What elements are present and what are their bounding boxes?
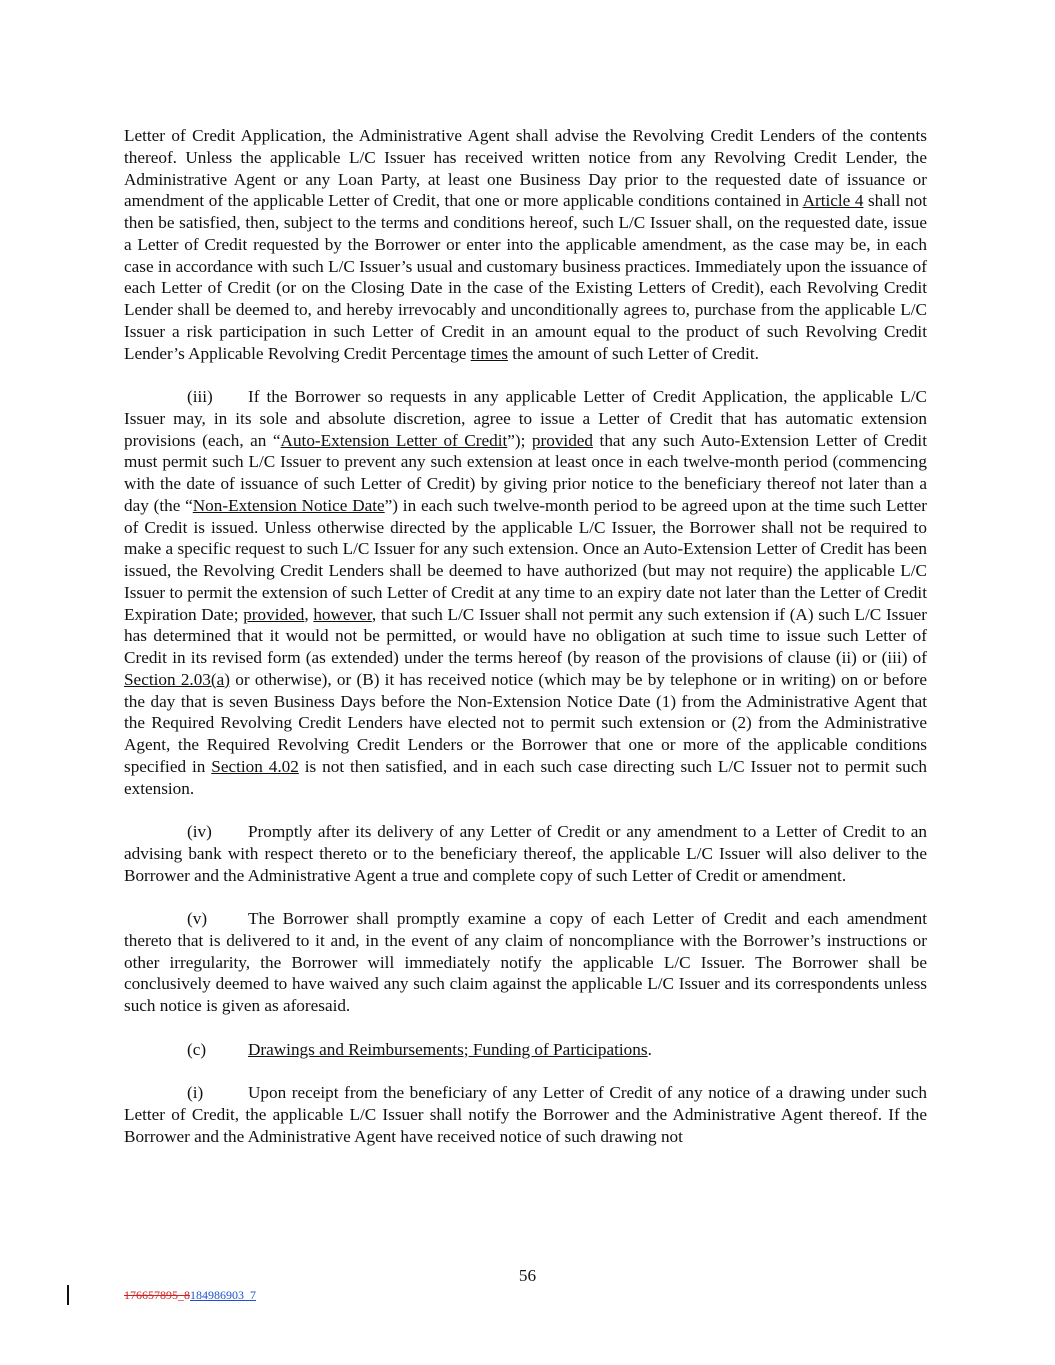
paragraph-continuation: Letter of Credit Application, the Administrative Agent shall advise the Revolving Credit Lenders of the contents thereof. Unless the applicable L/C Issuer has received written notice from any Revolving Credit Lender, the Administrative Agent or any Loan Party, at least one Business Day prior to the requested date of issuance or amendment of the applicable Letter of Credit, that one or more applicable conditions contained in Article 4 shall not then be satisfied, then, subject to the terms and conditions hereof, such L/C Issuer shall, on the requested date, issue a Letter of Credit requested by the Borrower or enter into the applicable amendment, as the case may be, in each case in accordance with such L/C Issuer’s usual and customary business practices. Immediately upon the issuance of each Letter of Credit (or on the Closing Date in the case of the Existing Letters of Credit), each Revolving Credit Lender shall be deemed to, and hereby irrevocably and unconditionally agrees to, purchase from the applicable L/C Issuer a risk participation in such Letter of Credit in an amount equal to the product of such Revolving Credit Lender’s Applicable Revolving Credit Percentage times the amount of such Letter of Credit. xyxy=(124,126,927,363)
body-text xyxy=(124,125,927,1169)
page-number: 56 xyxy=(518,1266,537,1285)
document-id-inserted: 184986903_7 xyxy=(190,1288,256,1302)
article-4-reference: Article 4 xyxy=(802,191,864,211)
section-heading-c: (c) Drawings and Reimbursements; Funding of Participations. xyxy=(187,1039,652,1059)
clause-number: (iv) xyxy=(187,822,212,841)
paragraph-iv: (iv) Promptly after its delivery of any Letter of Credit or any amendment to a Letter of Credit to an advising bank with respect thereto or to the beneficiary thereof, the applicable L/C Issuer will also deliver to the Borrower and the Administrative Agent a true and complete copy of such Letter of Credit or amendment. xyxy=(124,822,927,885)
change-bar xyxy=(67,1285,69,1305)
defined-term-non-extension: Non-Extension Notice Date xyxy=(192,495,385,515)
clause-number: (c) xyxy=(187,1039,207,1059)
provided-term: provided xyxy=(531,430,594,450)
document-id xyxy=(124,1288,256,1303)
clause-number: (iii) xyxy=(187,387,213,406)
clause-number: (v) xyxy=(187,909,208,928)
section-2-03a-reference: Section 2.03(a) xyxy=(124,669,230,689)
times-term: times xyxy=(470,343,508,363)
clause-number: (i) xyxy=(187,1083,204,1102)
document-id-deleted: 176657895_8 xyxy=(124,1288,190,1302)
section-4-02-reference: Section 4.02 xyxy=(211,756,299,776)
however-term: however xyxy=(313,604,372,624)
defined-term-auto-extension: Auto-Extension Letter of Credit xyxy=(280,430,508,450)
paragraph-v: (v) The Borrower shall promptly examine a copy of each Letter of Credit and each amendment thereto that is delivered to it and, in the event of any claim of noncompliance with the Borrower’s instructions or other irregularity, the Borrower will immediately notify the applicable L/C Issuer. The Borrower shall be conclusively deemed to have waived any such claim against the applicable L/C Issuer and its correspondents unless such notice is given as aforesaid. xyxy=(124,909,927,1015)
paragraph-i: (i) Upon receipt from the beneficiary of any Letter of Credit of any notice of a drawing under such Letter of Credit, the applicable L/C Issuer shall notify the Borrower and the Administrative Agent thereof. If the Borrower and the Administrative Agent have received notice of such drawing not xyxy=(124,1083,927,1146)
section-heading-title: Drawings and Reimbursements; Funding of Participations xyxy=(248,1039,648,1059)
provided-term: provided xyxy=(243,604,305,624)
paragraph-iii: (iii) If the Borrower so requests in any applicable Letter of Credit Application, the applicable L/C Issuer may, in its sole and absolute discretion, agree to issue a Letter of Credit that has automatic extension provisions (each, an “Auto-Extension Letter of Credit”); provided that any such Auto-Extension Letter of Credit must permit such L/C Issuer to prevent any such extension at least once in each twelve-month period (commencing with the date of issuance of such Letter of Credit) by giving prior notice to the beneficiary thereof not later than a day (the “Non-Extension Notice Date”) in each such twelve-month period to be agreed upon at the time such Letter of Credit is issued. Unless otherwise directed by the applicable L/C Issuer, the Borrower shall not be required to make a specific request to such L/C Issuer for any such extension. Once an Auto-Extension Letter of Credit has been issued, the Revolving Credit Lenders shall be deemed to have authorized (but may not require) the applicable L/C Issuer to permit the extension of such Letter of Credit at any time to an expiry date not later than the Letter of Credit Expiration Date; provided, however, that such L/C Issuer shall not permit any such extension if (A) such L/C Issuer has determined that it would not be permitted, or would have no obligation at such time to issue such Letter of Credit in its revised form (as extended) under the terms hereof (by reason of the provisions of clause (ii) or (iii) of Section 2.03(a) or otherwise), or (B) it has received notice (which may be by telephone or in writing) on or before the day that is seven Business Days before the Non-Extension Notice Date (1) from the Administrative Agent that the Required Revolving Credit Lenders have elected not to permit such extension or (2) from the Administrative Agent, the Required Revolving Credit Lenders or the Borrower that one or more of the applicable conditions specified in Section 4.02 is not then satisfied, and in each such case directing such L/C Issuer not to permit such extension. xyxy=(124,387,928,798)
